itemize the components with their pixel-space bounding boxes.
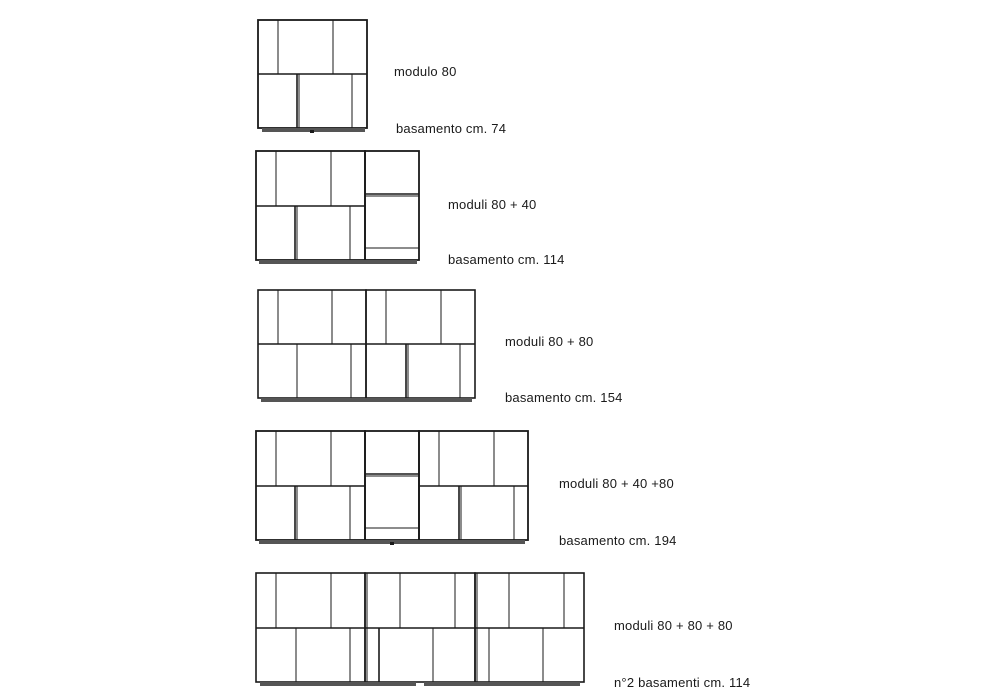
configuration-moduli-80-80-80 — [256, 573, 584, 686]
cabinet-module-40 — [365, 431, 419, 540]
cabinet-module-80 — [475, 573, 584, 682]
configuration-moduli-80-80 — [258, 290, 475, 402]
base-length-label: basamento cm. 74 — [396, 121, 507, 136]
cabinet-module-80 — [256, 151, 365, 260]
configuration-modulo-80 — [258, 20, 367, 133]
base-plinth — [261, 398, 472, 402]
cabinet-module-80 — [258, 290, 366, 398]
config-name-label: moduli 80 + 80 + 80 — [614, 618, 733, 633]
config-name-label: moduli 80 + 80 — [505, 334, 594, 349]
cabinet-module-80 — [256, 431, 365, 540]
base-length-label: basamento cm. 154 — [505, 390, 623, 405]
config-name-label: moduli 80 + 40 +80 — [559, 476, 674, 491]
base-length-label: n°2 basamenti cm. 114 — [614, 675, 751, 690]
base-plinth — [260, 682, 416, 686]
config-name-label: modulo 80 — [394, 64, 457, 79]
base-plinth — [259, 540, 525, 545]
configuration-moduli-80-40-80 — [256, 431, 528, 545]
base-length-label: basamento cm. 194 — [559, 533, 677, 548]
base-plinth — [424, 682, 580, 686]
cabinet-module-80 — [419, 431, 528, 540]
base-plinth — [259, 260, 417, 264]
cabinet-module-80 — [366, 290, 475, 398]
configuration-moduli-80-40 — [256, 151, 419, 264]
cabinet-module-80 — [365, 573, 475, 682]
config-name-label: moduli 80 + 40 — [448, 197, 537, 212]
cabinet-module-40 — [365, 151, 419, 260]
cabinet-module-80 — [256, 573, 365, 682]
base-length-label: basamento cm. 114 — [448, 252, 565, 267]
cabinet-module-80 — [258, 20, 367, 128]
base-plinth — [262, 128, 365, 133]
